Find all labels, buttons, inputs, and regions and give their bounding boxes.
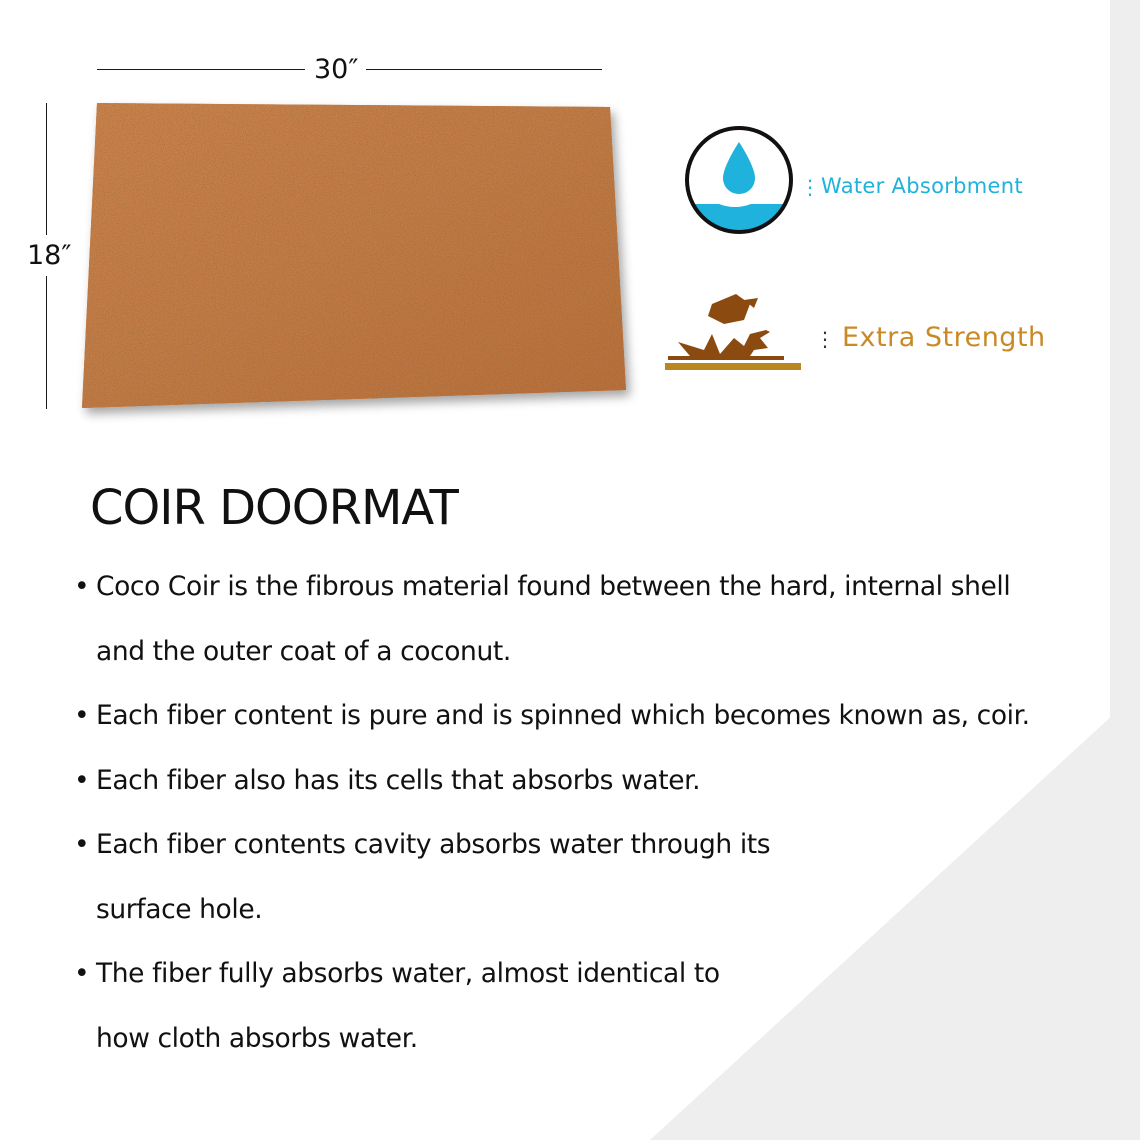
bullet-item xyxy=(72,684,1082,749)
bullet-text-line: surface hole. xyxy=(96,893,263,925)
bullet-text-line: The fiber fully absorbs water, almost identical to xyxy=(96,958,720,989)
bullet-marker: • xyxy=(74,700,90,731)
width-dimension-label: 30″ xyxy=(314,54,359,85)
bullet-marker: • xyxy=(74,764,90,796)
page-title: COIR DOORMAT xyxy=(90,480,458,536)
bullet-marker: • xyxy=(74,958,90,989)
bullet-text-line: Each fiber content is pure and is spinned which becomes known as, coir. xyxy=(96,700,1030,731)
bullet-text-line: Each fiber also has its cells that absorbs water. xyxy=(96,764,701,796)
bullet-text-line: Each fiber contents cavity absorbs water through its xyxy=(96,829,771,860)
bullet-item xyxy=(72,813,1082,942)
water-drop-icon xyxy=(683,124,795,236)
feature-bullet-list xyxy=(72,555,1082,1071)
bullet-text-line: how cloth absorbs water. xyxy=(96,1022,418,1054)
bullet-marker: • xyxy=(74,571,90,602)
bullet-marker: • xyxy=(74,829,90,860)
water-feature-separator: ⋮ xyxy=(800,175,820,199)
bullet-text-line: Coco Coir is the fibrous material found between the hard, internal shell xyxy=(96,571,1011,602)
bullet-text-line: and the outer coat of a coconut. xyxy=(96,635,511,667)
water-absorbment-label: Water Absorbment xyxy=(821,174,1023,198)
bullet-item xyxy=(72,555,1082,684)
bullet-item xyxy=(72,749,1082,814)
bullet-item xyxy=(72,942,1082,1071)
height-dimension-label: 18″ xyxy=(27,240,72,271)
extra-strength-label: Extra Strength xyxy=(842,322,1046,353)
strength-impact-icon xyxy=(664,290,804,374)
strength-feature-separator: ⋮ xyxy=(815,327,835,351)
